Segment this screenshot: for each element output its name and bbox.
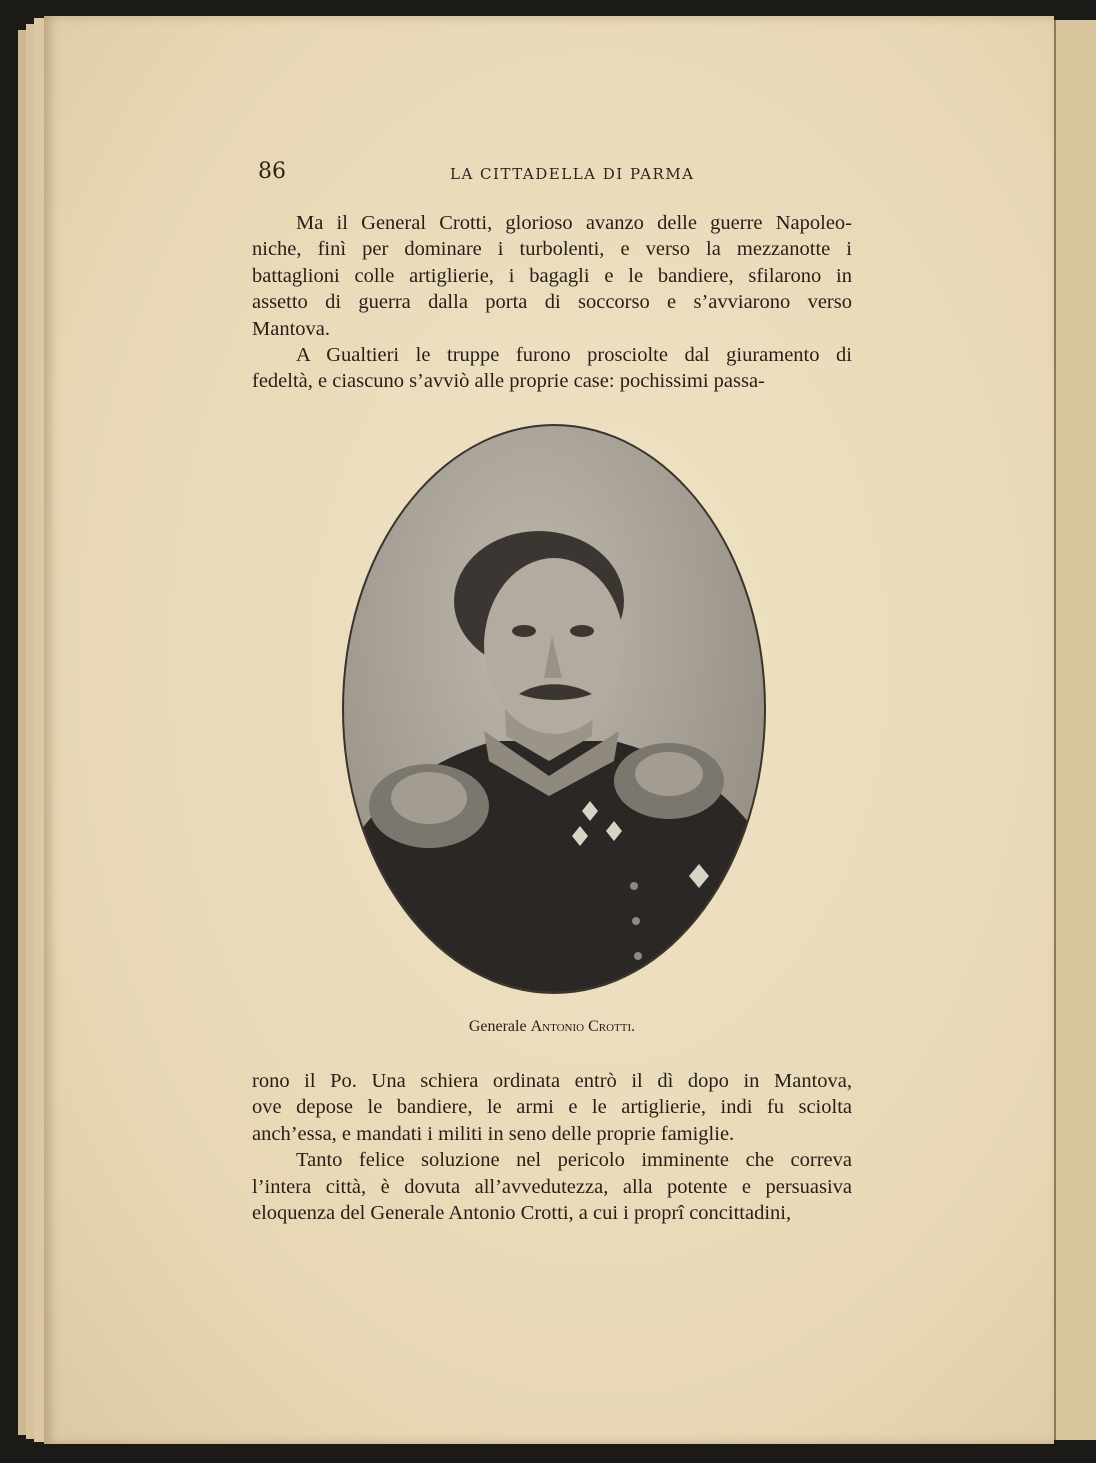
caption-name: Antonio Crotti. xyxy=(530,1018,636,1035)
running-head: LA CITTADELLA DI PARMA xyxy=(450,165,695,183)
text-line: Ma il General Crotti, glorioso avanzo delle guerre Napoleo- xyxy=(296,212,852,234)
text-block-bottom xyxy=(252,1068,852,1226)
text-line: ove depose le bandiere, le armi e le artiglierie, indi fu sciolta xyxy=(252,1096,852,1119)
text-line: niche, finì per dominare i turbolenti, e verso la mezzanotte i xyxy=(252,238,852,261)
text-block-top xyxy=(252,210,852,395)
portrait-illustration xyxy=(342,424,766,994)
figure-caption xyxy=(342,1018,762,1036)
paragraph xyxy=(252,1068,852,1147)
paragraph xyxy=(252,342,852,395)
text-line: assetto di guerra dalla porta di soccorso e s’avviarono verso xyxy=(252,291,852,314)
text-line: A Gualtieri le truppe furono prosciolte dal giuramento di xyxy=(296,344,852,367)
next-page-edge xyxy=(1054,20,1096,1440)
page-number: 86 xyxy=(258,159,286,184)
portrait-drawing xyxy=(344,426,764,992)
text-line: eloquenza del Generale Antonio Crotti, a cui i proprî concittadini, xyxy=(252,1202,792,1225)
paragraph xyxy=(252,210,852,342)
caption-prefix: Generale xyxy=(468,1018,527,1035)
text-line: anch’essa, e mandati i militi in seno delle proprie famiglie. xyxy=(252,1122,735,1145)
text-line: Mantova. xyxy=(252,317,330,340)
text-line: l’intera città, è dovuta all’avvedutezza, alla potente e persuasiva xyxy=(252,1175,852,1198)
text-line: rono il Po. Una schiera ordinata entrò il dì dopo in Mantova, xyxy=(252,1070,852,1092)
text-line: fedeltà, e ciascuno s’avviò alle proprie case: pochissimi passa- xyxy=(252,370,765,393)
paragraph xyxy=(252,1147,852,1226)
text-line: battaglioni colle artiglierie, i bagagli e le bandiere, sfilarono in xyxy=(252,264,852,287)
page-header xyxy=(250,145,900,185)
text-line: Tanto felice soluzione nel pericolo imminente che correva xyxy=(296,1149,852,1172)
